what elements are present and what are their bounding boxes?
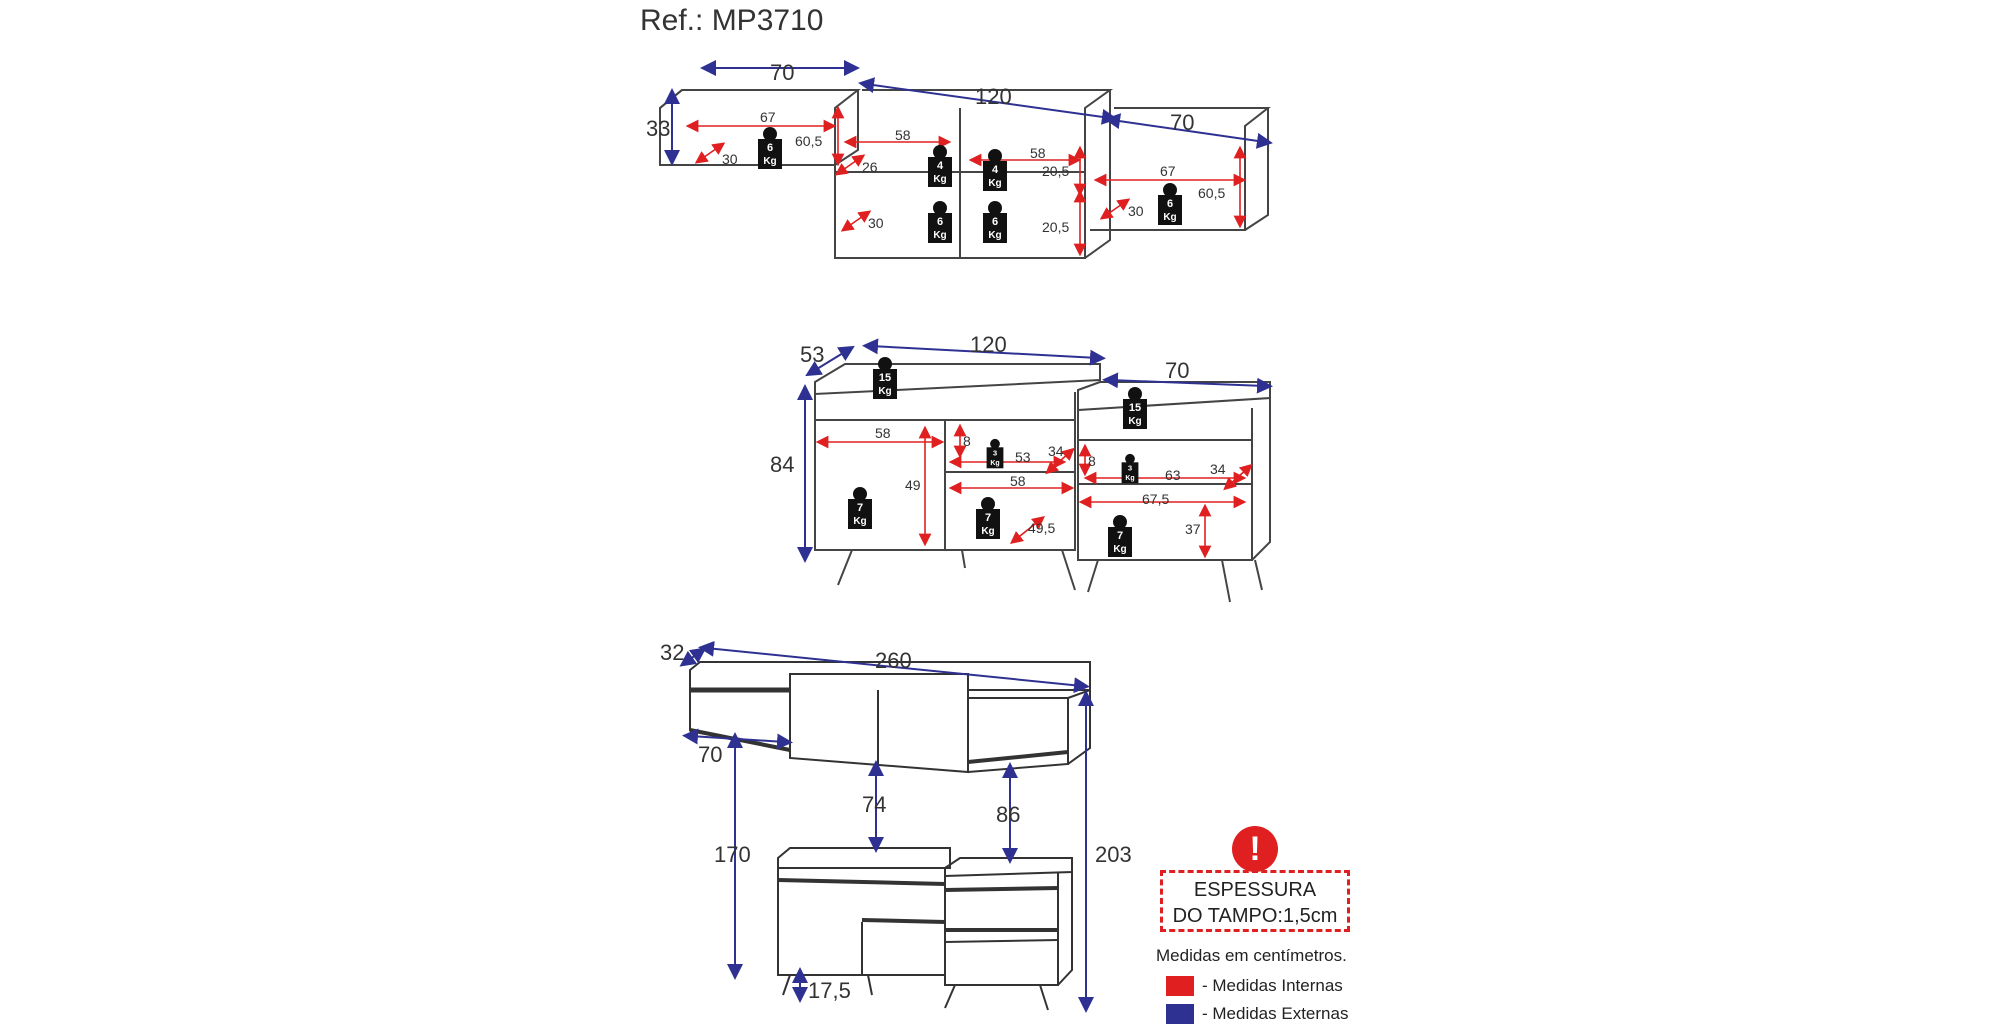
weight-unit: Kg — [1128, 416, 1142, 427]
upper-center-width: 120 — [975, 84, 1012, 109]
weight-badge-upper-2 — [983, 149, 1007, 191]
weight-badge-lower-4 — [848, 487, 872, 529]
weight-value: 6 — [766, 142, 774, 154]
weight-unit: Kg — [763, 156, 777, 167]
weight-unit: Kg — [1113, 544, 1127, 555]
upper-right-int-width: 67 — [1160, 163, 1176, 179]
assembly-floor-to-upper: 170 — [714, 842, 751, 867]
weight-badge-upper-3 — [928, 201, 952, 243]
lower-right-drawer-height: 8 — [1088, 453, 1096, 469]
assembly-gap-right: 86 — [996, 802, 1021, 827]
internal-swatch — [1166, 976, 1194, 996]
upper-left-int-height: 60,5 — [795, 133, 823, 149]
legend-external — [1166, 1002, 1348, 1026]
weight-badge-upper-1 — [928, 145, 952, 187]
upper-center-bottom-depth: 30 — [868, 215, 884, 231]
warning-line1: ESPESSURA — [1193, 879, 1317, 901]
legend-external-label: - Medidas Externas — [1202, 1004, 1349, 1023]
lower-left-int-height: 49 — [905, 477, 921, 493]
weight-unit: Kg — [981, 526, 995, 537]
assembly-left-width: 70 — [698, 742, 723, 767]
weight-badge-upper-0 — [758, 127, 782, 169]
upper-right-int-depth: 30 — [1128, 203, 1144, 219]
weight-badge-lower-6 — [1108, 515, 1132, 557]
weight-value: 3 — [992, 448, 998, 458]
lower-right-drawer-width: 63 — [1165, 467, 1181, 483]
warning-icon: ! — [1232, 826, 1278, 872]
weight-value: 15 — [878, 372, 892, 384]
lower-module — [815, 364, 1270, 602]
upper-center-int-height-top: 20,5 — [1042, 163, 1070, 179]
upper-center-int-width: 58 — [895, 127, 911, 143]
weight-badge-lower-2 — [987, 439, 1004, 468]
assembly — [690, 662, 1090, 1010]
weight-unit: Kg — [988, 230, 1002, 241]
weight-unit: Kg — [878, 386, 892, 397]
lower-right-int-width: 67,5 — [1142, 491, 1170, 507]
weight-unit: Kg — [1163, 212, 1177, 223]
weight-badge-lower-3 — [1122, 454, 1139, 483]
weight-value: 4 — [991, 164, 999, 176]
upper-height: 33 — [646, 116, 671, 141]
lower-depth: 53 — [800, 342, 825, 367]
upper-left-int-width: 67 — [760, 109, 776, 125]
weight-unit: Kg — [933, 174, 947, 185]
warning-line2: DO TAMPO:1,5cm — [1172, 905, 1338, 927]
lower-right-width: 70 — [1165, 358, 1190, 383]
lower-drawer-height: 8 — [963, 433, 971, 449]
lower-drawer-width: 53 — [1015, 449, 1031, 465]
lower-right-drawer-depth: 34 — [1210, 461, 1226, 477]
weight-value: 7 — [856, 502, 864, 514]
weight-value: 7 — [1116, 530, 1124, 542]
weight-badge-lower-1 — [1123, 387, 1147, 429]
lower-height: 84 — [770, 452, 795, 477]
upper-left-int-depth: 30 — [722, 151, 738, 167]
lower-center-width: 120 — [970, 332, 1007, 357]
warning-box — [1160, 870, 1350, 932]
weight-value: 6 — [1166, 198, 1174, 210]
lower-center-int-width: 58 — [1010, 473, 1026, 489]
weight-value: 3 — [1127, 463, 1133, 473]
weight-badge-upper-5 — [1158, 183, 1182, 225]
reference-label: Ref.: MP3710 — [640, 4, 824, 37]
weight-unit: Kg — [933, 230, 947, 241]
assembly-depth: 32 — [660, 640, 685, 665]
lower-left-int-width: 58 — [875, 425, 891, 441]
upper-right-width: 70 — [1170, 110, 1195, 135]
weight-unit: Kg — [1125, 474, 1135, 482]
weight-badge-upper-4 — [983, 201, 1007, 243]
weight-value: 15 — [1128, 402, 1142, 414]
legend-internal — [1166, 974, 1343, 998]
weight-value: 4 — [936, 160, 944, 172]
assembly-total-width: 260 — [875, 648, 912, 673]
upper-right-int-height: 60,5 — [1198, 185, 1226, 201]
weight-unit: Kg — [990, 459, 1000, 467]
weight-value: 6 — [936, 216, 944, 228]
assembly-leg-height: 17,5 — [808, 978, 851, 1003]
legend-internal-label: - Medidas Internas — [1202, 976, 1343, 995]
upper-center-int-height-bottom: 20,5 — [1042, 219, 1070, 235]
lower-drawer-depth: 34 — [1048, 443, 1064, 459]
external-swatch — [1166, 1004, 1194, 1024]
weight-value: 7 — [984, 512, 992, 524]
assembly-gap-center: 74 — [862, 792, 887, 817]
weight-unit: Kg — [988, 178, 1002, 189]
legend-note: Medidas em centímetros. — [1156, 946, 1347, 965]
upper-center-int-depth: 26 — [862, 159, 878, 175]
weight-value: 6 — [991, 216, 999, 228]
lower-center-int-depth: 49,5 — [1028, 520, 1056, 536]
upper-center-right-int-width: 58 — [1030, 145, 1046, 161]
upper-left-width: 70 — [770, 60, 795, 85]
assembly-total-height: 203 — [1095, 842, 1132, 867]
weight-badge-lower-5 — [976, 497, 1000, 539]
weight-unit: Kg — [853, 516, 867, 527]
lower-right-int-height: 37 — [1185, 521, 1201, 537]
